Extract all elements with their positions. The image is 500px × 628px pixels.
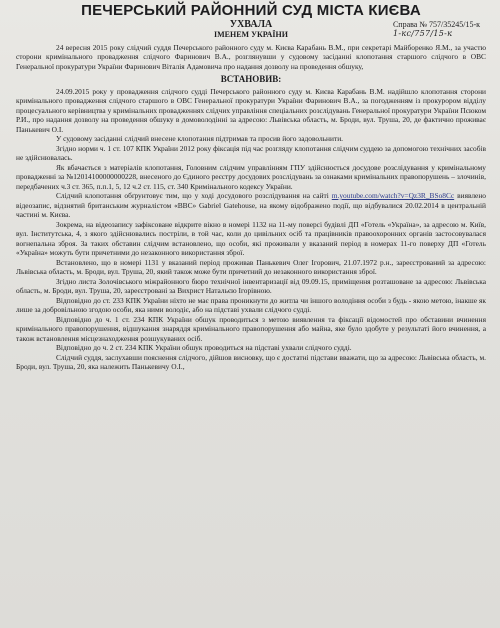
paragraph-5 — [16, 191, 486, 220]
section-title: ВСТАНОВИВ: — [220, 74, 282, 84]
paragraph-1: 24.09.2015 року у провадження слідчого судді Печерського районного суду м. Києва Карабань В.М. надійшло клопотання сторони кримінального провадження слідчого старшого в ОВС Генеральної прокуратури України Фаринович В.А., за погодженням із прокурором відділу процесуального керівництва у кримінальних провадженнях слідчих управління спеціальних розслідувань Генеральної прокуратури України Псюком Р.И., про надання дозволу на проведення обшуку в домоволодінні за адресою: Львівська область, м. Броди, вул. Труша, 20, де фактично проживає Панькевич О.І. — [16, 86, 486, 134]
paragraph-12: Слідчий суддя, заслухавши пояснення слідчого, дійшов висновку, що є достатні підстави вважати, що за адресою: Львівська область, м. Броди, вул. Труша, 20, яка належить Панькевичу О.І., — [16, 352, 486, 371]
paragraph-4: Як вбачається з матеріалів клопотання, Головним слідчим управлінням ГПУ здійснюється досудове розслідування у кримінальному провадженні за №12014100000000228, внесеного до Єдиного реєстру досудових розслідувань за ознаками кримінальних правопорушень – злочинів, передбачених ч.3 ст. 365, п.п.1, 5, 12 ч.2 ст. 115, ст. 340 Кримінального кодексу України. — [16, 162, 486, 191]
case-number-block — [393, 20, 480, 38]
paragraph-11: Відповідно до ч. 2 ст. 234 КПК України обшук проводиться на підставі ухвали слідчого судді. — [56, 343, 352, 352]
youtube-link[interactable]: m.youtube.com/watch?v=Qz3R_BSo8Cc — [331, 191, 455, 200]
paragraph-8: Згідно листа Золочівського міжрайонного бюро технічної інвентаризації від 09.09.15, приміщення розташоване за адресою: Львівська область, м. Броди, вул. Труша, 20, зареєстровані за Вихрист Натальєю Ігорівною. — [16, 276, 486, 295]
case-number-handwritten: 1-кс/757/15-к — [392, 28, 453, 38]
paragraph-7: Встановлено, що в номері 1131 у вказаний період проживав Панькевич Олег Ігорович, 21.07.1972 р.н., зареєстрований за адресою: Львівська область, м. Броди, вул. Труша, 20, який також може бути причетний до незаконного використання зброї. — [16, 257, 486, 276]
document-title: УХВАЛА — [229, 18, 273, 30]
paragraph-9: Відповідно до ст. 233 КПК України ніхто не має права проникнути до житла чи іншого володіння особи з будь - якою метою, інакше як лише за добровільною згодою особи, яка ними володіє, або на підставі ухвали слідчого судді. — [16, 295, 486, 314]
paragraph-5-cont: «BBC» Gabriel Gatehouse, на якому відображено події, що відбувалися 20.02.2014 в центральній частині м. Києва. — [16, 200, 486, 219]
case-number: Справа № 757/35245/15-к — [392, 19, 480, 29]
court-name: ПЕЧЕРСЬКИЙ РАЙОННИЙ СУД МІСТА КИЄВА — [81, 2, 421, 19]
intro-paragraph: 24 вересня 2015 року слідчий суддя Печерського районного суду м. Києва Карабань В.М., при секретарі Майборенко Я.М., за участю сторони кримінального провадження слідчого Фаринович В.А., розглянувши у судовому засіданні клопотання старшого слідчого в ОВС Генеральної прокуратури України Фаринович Віталія Адамовича про надання дозволу на проведення обшуку, — [16, 42, 486, 71]
paragraph-6: Зокрема, на відеозапису зафіксоване відкрите вікно в номері 1132 на 11-му поверсі будівлі ДП «Готель «Україна», за адресою м. Київ, вул. Інститутська, 4, з якого здійснювались постріли, в той час, коли до цивільних осіб та працівників правоохоронних органів застосовувалася вогнепальна зброя. За таких обставин слідчим встановлено, що особи, які проживали у вказаний період в номерах 11-го поверху ДП «Готель «Україна» можуть бути причетними до незаконного використання зброї. — [16, 219, 486, 257]
paragraph-3: Згідно норми ч. 1 ст. 107 КПК України 2012 року фіксація під час розгляду клопотання слідчим суддею за допомогою технічних засобів не здійснювалась. — [16, 143, 486, 162]
paragraph-5-suffix: виявлено відеозапис, відзнятий британським журналістом — [16, 191, 486, 210]
paragraph-5-text: Слідчий клопотання обґрунтовує тим, що у ході досудового розслідування на сайті — [56, 191, 329, 200]
document-header — [16, 20, 486, 40]
paragraph-10: Відповідно до ч. 1 ст. 234 КПК України обшук проводиться з метою виявлення та фіксації відомостей про обставини вчинення кримінального правопорушення, відшукання знаряддя кримінального правопорушення або майна, яке було здобуте у результаті його вчинення, а також встановлення місцезнаходження розшукуваних осіб. — [16, 314, 486, 343]
document-subtitle: ІМЕНЕМ УКРАЇНИ — [214, 29, 288, 39]
paragraph-2: У судовому засіданні слідчий внесене клопотання підтримав та просив його задовольнити. — [56, 134, 343, 143]
